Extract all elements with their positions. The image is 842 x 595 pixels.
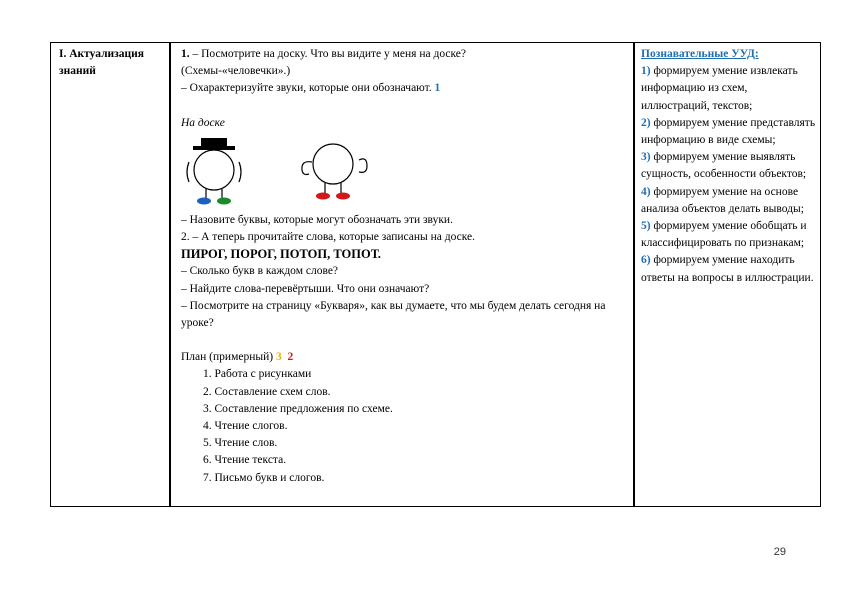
task1-q2: – Охарактеризуйте звуки, которые они обозначают. — [181, 82, 432, 95]
stage-heading: I. Актуализация знаний — [59, 48, 145, 78]
hat-person-icon — [187, 138, 241, 205]
uud-item — [641, 218, 817, 252]
question-count: – Сколько букв в каждом слове? — [181, 265, 339, 278]
plan-item: 5. Чтение слов. — [203, 437, 278, 450]
task1-number: 1. — [181, 48, 190, 60]
board-figures — [181, 132, 641, 212]
words-list: ПИРОГ, ПОРОГ, ПОТОП, ТОПОТ. — [181, 247, 381, 262]
plan-ref-b: 2 — [287, 351, 294, 364]
ear-person-icon — [302, 144, 367, 200]
uud-item-text: формируем умение извлекать информацию из схем, иллюстраций, текстов; — [641, 65, 798, 112]
plan-ref-a: 3 — [275, 351, 282, 364]
task2: 2. – А теперь прочитайте слова, которые записаны на доске. — [181, 231, 476, 244]
uud-item-text: формируем умение обобщать и классифицировать по признакам; — [641, 220, 807, 250]
uud-item-text: формируем умение выявлять сущность, особенности объектов; — [641, 151, 807, 181]
plan-list — [181, 366, 641, 486]
uud-item-number: 6) — [641, 254, 651, 267]
plan-item: 6. Чтение текста. — [203, 454, 287, 467]
uud-item-number: 1) — [641, 65, 651, 78]
plan-title-line — [181, 349, 641, 366]
uud-cell — [641, 46, 817, 287]
uud-item — [641, 184, 817, 218]
uud-item-number: 5) — [641, 220, 651, 233]
board-label: На доске — [181, 116, 225, 129]
question-letters: – Назовите буквы, которые могут обозначать эти звуки. — [181, 213, 453, 226]
uud-item-text: формируем умение находить ответы на вопросы в иллюстрации. — [641, 254, 814, 284]
stage-cell — [59, 46, 169, 80]
lesson-table — [50, 42, 821, 507]
activity-cell — [181, 46, 641, 487]
plan-item: 3. Составление предложения по схеме. — [203, 402, 393, 415]
plan-item: 2. Составление схем слов. — [203, 385, 331, 398]
sound-schemes-svg — [181, 132, 401, 212]
task1-q2-line — [181, 80, 641, 97]
plan-item: 4. Чтение слогов. — [203, 420, 288, 433]
page-number: 29 — [773, 546, 786, 558]
uud-item-number: 4) — [641, 185, 651, 198]
task1-line — [181, 46, 641, 63]
uud-item-number: 2) — [641, 116, 651, 129]
uud-item — [641, 252, 817, 286]
task1-answer: (Схемы-«человечки».) — [181, 65, 291, 78]
uud-title: Познавательные УУД: — [641, 48, 759, 60]
column-divider-1 — [169, 43, 171, 506]
task1-text: – Посмотрите на доску. Что вы видите у меня на доске? — [189, 48, 466, 60]
question-reverse: – Найдите слова-перевёртыши. Что они означают? — [181, 282, 430, 295]
task1-q2-ref: 1 — [434, 82, 441, 95]
uud-item — [641, 149, 817, 183]
uud-item — [641, 115, 817, 149]
plan-item: 7. Письмо букв и слогов. — [203, 471, 325, 484]
uud-item-number: 3) — [641, 151, 651, 164]
question-page: – Посмотрите на страницу «Букваря», как вы думаете, что мы будем делать сегодня на уроке? — [181, 299, 606, 330]
uud-item — [641, 63, 817, 115]
plan-title: План (примерный) — [181, 351, 274, 364]
uud-item-text: формируем умение представлять информацию в виде схемы; — [641, 116, 816, 147]
uud-item-text: формируем умение на основе анализа объектов делать выводы; — [641, 185, 804, 215]
plan-item: 1. Работа с рисунками — [203, 368, 312, 381]
